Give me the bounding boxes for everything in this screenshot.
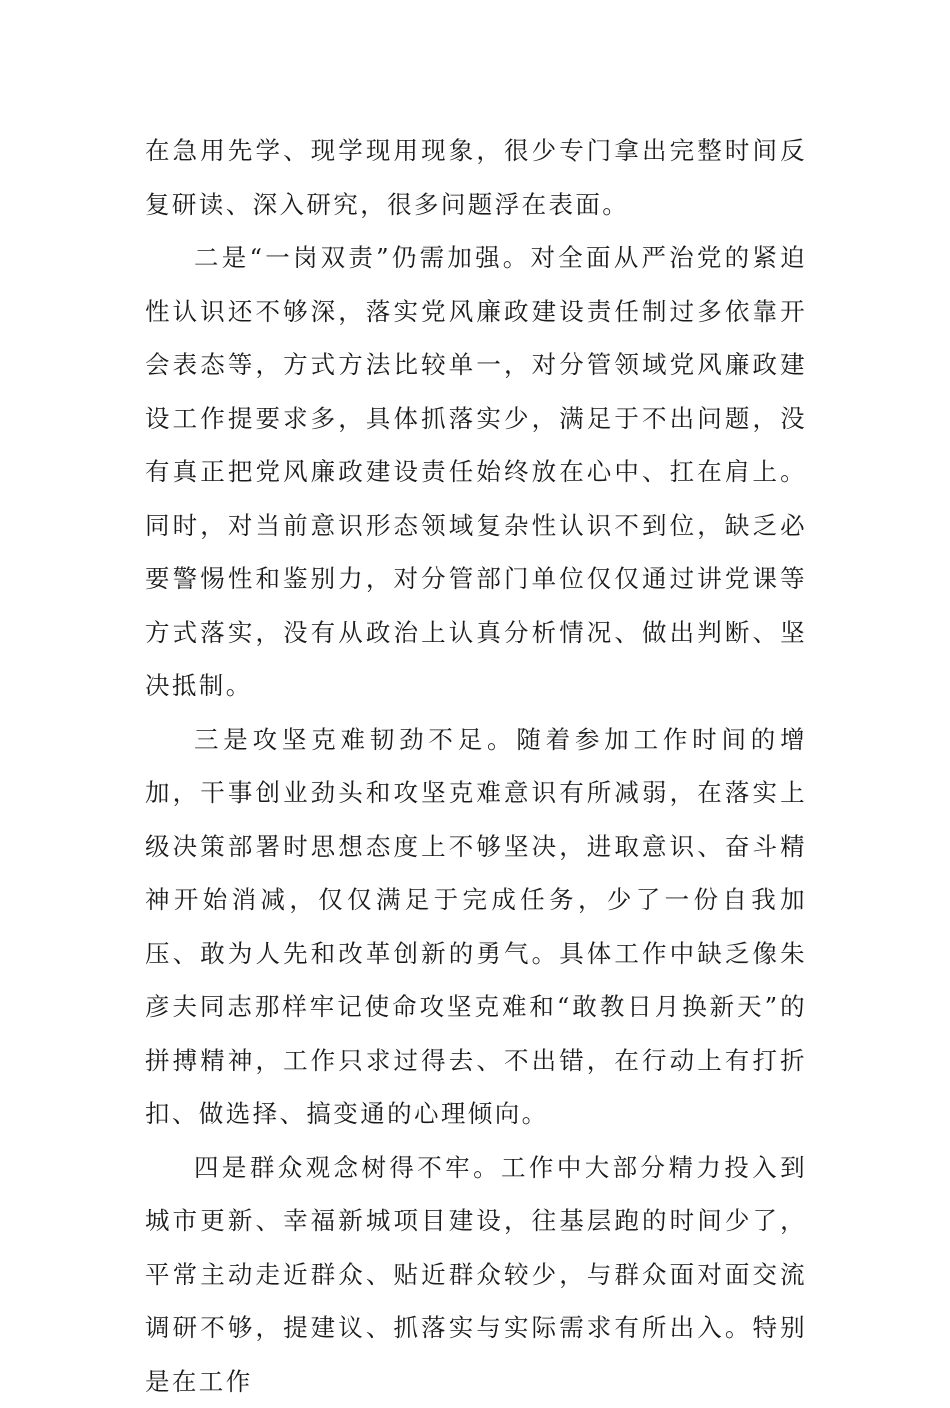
paragraph-continuation: 在急用先学、现学现用现象，很少专门拿出完整时间反复研读、深入研究，很多问题浮在表面。: [145, 124, 807, 231]
paragraph-two: 二是“一岗双责”仍需加强。对全面从严治党的紧迫性认识还不够深，落实党风廉政建设责任制过多依靠开会表态等，方式方法比较单一，对分管领域党风廉政建设工作提要求多，具体抓落实少，满足于不出问题，没有真正把党风廉政建设责任始终放在心中、扛在肩上。同时，对当前意识形态领域复杂性认识不到位，缺乏必要警惕性和鉴别力，对分管部门单位仅仅通过讲党课等方式落实，没有从政治上认真分析情况、做出判断、坚决抵制。: [145, 231, 807, 713]
paragraph-four: 四是群众观念树得不牢。工作中大部分精力投入到城市更新、幸福新城项目建设，往基层跑的时间少了，平常主动走近群众、贴近群众较少，与群众面对面交流调研不够，提建议、抓落实与实际需求有所出入。特别是在工作: [145, 1141, 807, 1408]
document-body: [145, 124, 807, 1408]
paragraph-three: 三是攻坚克难韧劲不足。随着参加工作时间的增加，干事创业劲头和攻坚克难意识有所减弱，在落实上级决策部署时思想态度上不够坚决，进取意识、奋斗精神开始消减，仅仅满足于完成任务，少了一份自我加压、敢为人先和改革创新的勇气。具体工作中缺乏像朱彦夫同志那样牢记使命攻坚克难和“敢教日月换新天”的拼搏精神，工作只求过得去、不出错，在行动上有打折扣、做选择、搞变通的心理倾向。: [145, 713, 807, 1141]
